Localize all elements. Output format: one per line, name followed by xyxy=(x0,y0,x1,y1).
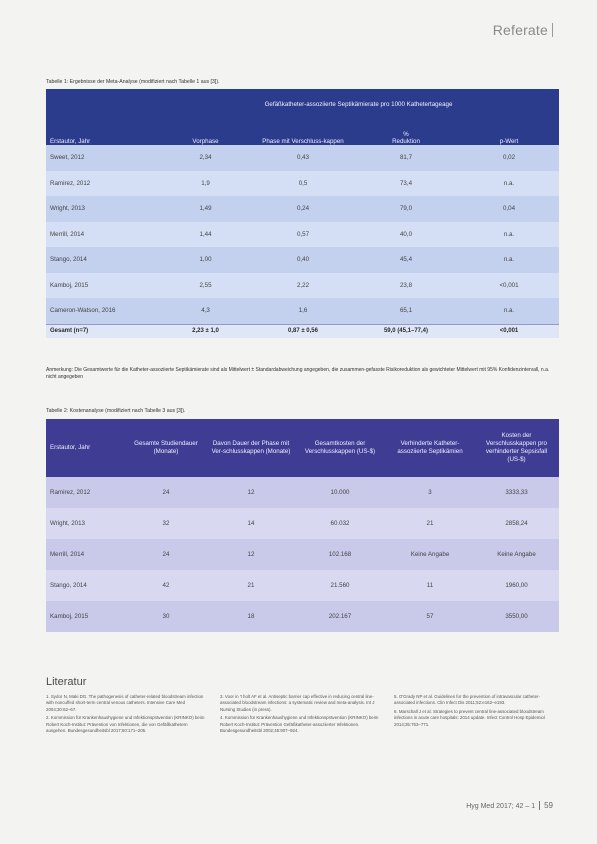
t2-header-prevented: Verhinderte Katheter-assoziierte Septikämien xyxy=(386,419,474,477)
cell-cost: 202.167 xyxy=(294,601,386,632)
t2-header-phase: Davon Dauer der Phase mit Ver-schlusskappen (Monate) xyxy=(208,419,294,477)
table1-group-header: Gefäßkatheter-assoziierte Septikämierate pro 1000 Kathetertageage xyxy=(158,89,559,119)
table-row xyxy=(46,539,559,570)
header-reduction: % Reduktion xyxy=(353,119,459,145)
cell-phase: 1,6 xyxy=(253,298,353,324)
header-author: Erstautor, Jahr xyxy=(46,119,158,145)
table-row xyxy=(46,145,559,171)
cell-before: 1,44 xyxy=(158,222,253,248)
cell-cost: 102.168 xyxy=(294,539,386,570)
reference-item: 2. Kommission für Krankenhaushygiene und Infektionsprävention (KRINKO) beim Robert Koch-Institut: Prävention von Infektionen, die von Gefäßkathetern ausgehen. Bundesgesundheitsbl 2017;60:171–206. xyxy=(46,715,205,734)
cell-reduction: 79,0 xyxy=(353,196,459,222)
cell-prevented: 11 xyxy=(386,570,474,601)
cell-author: Stango, 2014 xyxy=(46,247,158,273)
cell-reduction: 40,0 xyxy=(353,222,459,248)
table-row xyxy=(46,298,559,324)
cell-author: Stango, 2014 xyxy=(46,570,124,601)
cell-phase: 0,40 xyxy=(253,247,353,273)
table-note: Anmerkung: Die Gesamtwerte für die Katheter-assoziierte Septikämierate sind als Mittelwert ± Standardabweichung angegeben, die zusammen-gefasste Risikoreduktion als gewichteter Mittelwert mit 95% Konfidenzintervall, n.a. nicht angegeben xyxy=(46,367,550,380)
table1-caption: Tabelle 1: Ergebnisse der Meta-Analyse (modifiziert nach Tabelle 1 aus [3]). xyxy=(46,79,220,85)
header-before: Vorphase xyxy=(158,119,253,145)
table-row xyxy=(46,570,559,601)
cell-p: n.a. xyxy=(459,171,559,197)
cell-cost_per: 1960,00 xyxy=(474,570,559,601)
literature-title: Literatur xyxy=(46,676,87,688)
cell-duration: 32 xyxy=(124,508,208,539)
cell-cost_per: Keine Angabe xyxy=(474,539,559,570)
cell-duration: 24 xyxy=(124,539,208,570)
cell-p: 0,02 xyxy=(459,145,559,171)
cell-before: 1,49 xyxy=(158,196,253,222)
table-row xyxy=(46,273,559,299)
cell-prevented: 57 xyxy=(386,601,474,632)
table2-caption: Tabelle 2: Kostenanalyse (modifiziert nach Tabelle 3 aus [3]). xyxy=(46,408,186,414)
cell-before: 2,34 xyxy=(158,145,253,171)
cell-duration: 42 xyxy=(124,570,208,601)
total-row: Gesamt (n=7) 2,23 ± 1,0 0,87 ± 0,56 59,0 (45,1–77,4) <0,001 xyxy=(46,324,559,338)
meta-analysis-table xyxy=(46,89,559,338)
t2-header-cost-per: Kosten der Verschlusskappen pro verhinderter Sepsisfall (US-$) xyxy=(474,419,559,477)
cell-p: n.a. xyxy=(459,298,559,324)
cell-author: Wright, 2013 xyxy=(46,508,124,539)
cell-phase: 12 xyxy=(208,539,294,570)
references-column-2 xyxy=(220,694,380,736)
table-row xyxy=(46,196,559,222)
cell-prevented: 3 xyxy=(386,477,474,508)
section-title: Referate xyxy=(493,22,553,38)
t2-header-duration: Gesamte Studiendauer (Monate) xyxy=(124,419,208,477)
cell-reduction: 65,1 xyxy=(353,298,459,324)
cell-before: 4,3 xyxy=(158,298,253,324)
cell-phase: 0,5 xyxy=(253,171,353,197)
t2-header-author: Erstautor, Jahr xyxy=(46,419,124,477)
cell-cost: 60.032 xyxy=(294,508,386,539)
cell-phase: 21 xyxy=(208,570,294,601)
cell-before: 2,55 xyxy=(158,273,253,299)
cell-reduction: 73,4 xyxy=(353,171,459,197)
header-p: p-Wert xyxy=(459,119,559,145)
table-row xyxy=(46,477,559,508)
cell-reduction: 23,8 xyxy=(353,273,459,299)
cell-phase: 2,22 xyxy=(253,273,353,299)
table-row xyxy=(46,508,559,539)
cell-p: n.a. xyxy=(459,222,559,248)
cell-before: 1,00 xyxy=(158,247,253,273)
cell-before: 1,9 xyxy=(158,171,253,197)
cell-reduction: 45,4 xyxy=(353,247,459,273)
cell-cost_per: 3333,33 xyxy=(474,477,559,508)
cell-author: Merrill, 2014 xyxy=(46,539,124,570)
cell-author: Kamboj, 2015 xyxy=(46,273,158,299)
cell-author: Ramirez, 2012 xyxy=(46,477,124,508)
cell-prevented: 21 xyxy=(386,508,474,539)
reference-item: 5. O'Grady NP et al. Guidelines for the prevention of intravascular catheter-associated infections. Clin Infect Dis 2011;52:e162–e193. xyxy=(394,694,540,706)
reference-item: 1. Sydor N, Maki DG. The pathogenesis of catheter-related bloodstream infection with noncuffed short-term central venous catheters. Intensive Care Med 2004;30:62–67. xyxy=(46,694,204,712)
reference-item: 3. Voor in 't holt AF et al. Antiseptic barrier cap effective in reducing central line-associated bloodstream infections: a systematic review and meta-analysis. Int J Nursing Studies (in press). xyxy=(220,694,375,712)
table-row xyxy=(46,171,559,197)
cell-duration: 30 xyxy=(124,601,208,632)
cell-cost_per: 2858,24 xyxy=(474,508,559,539)
reference-item: 6. Marschall J et al. Strategies to prevent central line-associated bloodstream infections in acute care hospitals: 2014 update. Infect Control Hosp Epidemiol 2014;35:753–771. xyxy=(394,708,545,727)
cell-author: Wright, 2013 xyxy=(46,196,158,222)
table-row xyxy=(46,222,559,248)
references-column-1 xyxy=(46,694,206,736)
reference-item: 4. Kommission für Krankenhaushygiene und Infektionsprävention (KRINKO) beim Robert Koch-Institut: Prävention Gefäßkatheter-assoziierter Infektionen. Bundesgesundheitsbl 2002;45:907–924. xyxy=(220,715,379,734)
cell-phase: 14 xyxy=(208,508,294,539)
cell-author: Ramirez, 2012 xyxy=(46,171,158,197)
cell-p: 0,04 xyxy=(459,196,559,222)
table-row xyxy=(46,601,559,632)
cell-phase: 18 xyxy=(208,601,294,632)
cost-analysis-table xyxy=(46,419,559,632)
cell-author: Cameron-Watson, 2016 xyxy=(46,298,158,324)
cell-author: Sweet, 2012 xyxy=(46,145,158,171)
cell-phase: 0,24 xyxy=(253,196,353,222)
cell-author: Kamboj, 2015 xyxy=(46,601,124,632)
page-footer: Hyg Med 2017; 42 – 1 59 xyxy=(466,801,553,810)
cell-cost: 10.000 xyxy=(294,477,386,508)
references-column-3 xyxy=(394,694,559,730)
cell-phase: 0,57 xyxy=(253,222,353,248)
cell-reduction: 81,7 xyxy=(353,145,459,171)
table-row xyxy=(46,247,559,273)
cell-phase: 12 xyxy=(208,477,294,508)
t2-header-cost: Gesamtkosten der Verschlusskappen (US-$) xyxy=(294,419,386,477)
cell-cost: 21.560 xyxy=(294,570,386,601)
cell-phase: 0,43 xyxy=(253,145,353,171)
cell-duration: 24 xyxy=(124,477,208,508)
cell-cost_per: 3550,00 xyxy=(474,601,559,632)
header-phase: Phase mit Verschluss-kappen xyxy=(253,119,353,145)
cell-author: Merrill, 2014 xyxy=(46,222,158,248)
cell-p: n.a. xyxy=(459,247,559,273)
cell-p: <0,001 xyxy=(459,273,559,299)
page-number: 59 xyxy=(539,801,553,810)
cell-prevented: Keine Angabe xyxy=(386,539,474,570)
